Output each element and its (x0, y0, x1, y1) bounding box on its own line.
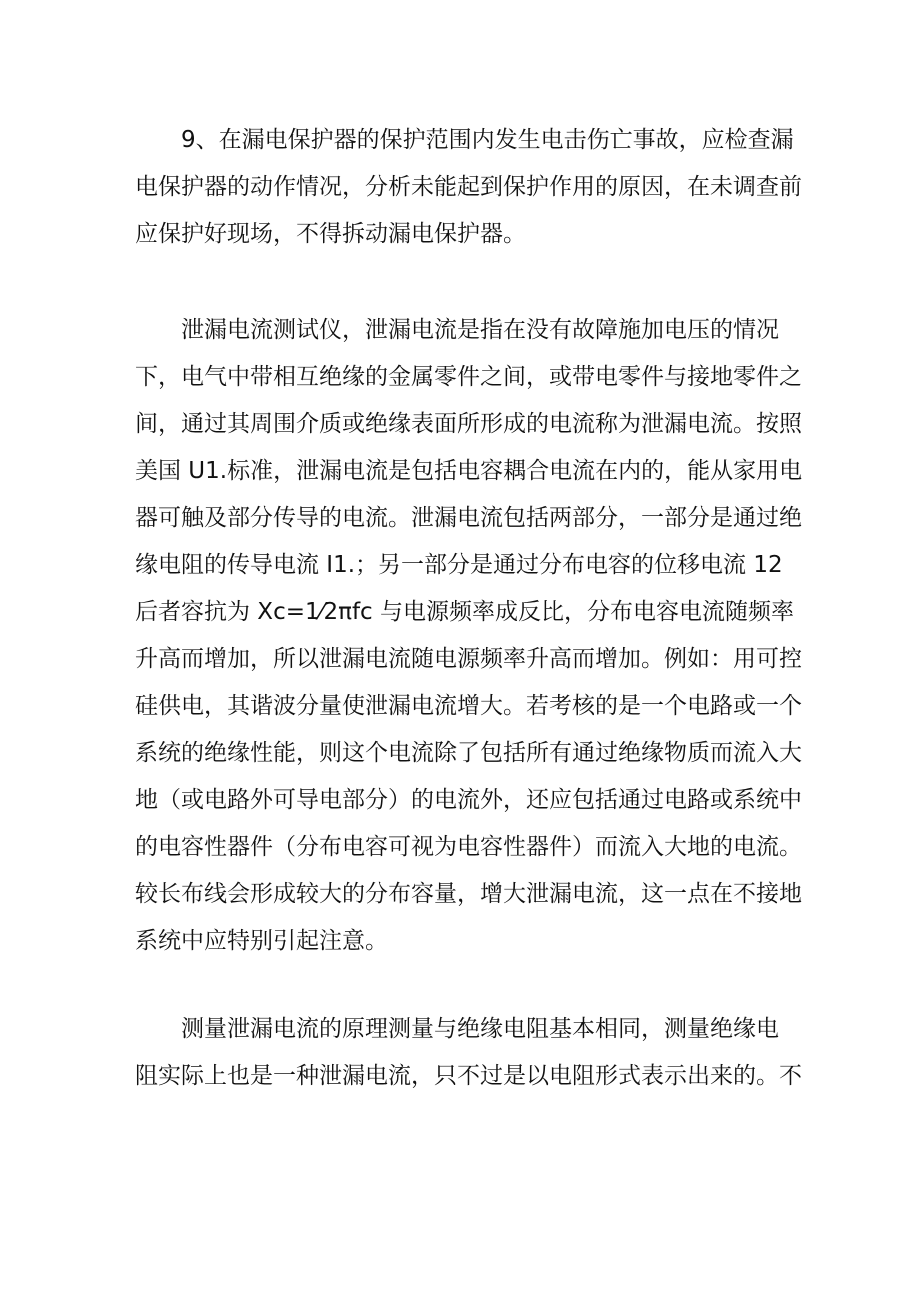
text-line: 系统的绝缘性能，则这个电流除了包括所有通过绝缘物质而流入大 (135, 740, 802, 766)
text-line: 9、在漏电保护器的保护范围内发生电击伤亡事故，应检查漏 (135, 127, 794, 153)
text-line: 后者容抗为 Xc=1⁄2πfc 与电源频率成反比，分布电容电流随频率 (135, 599, 794, 625)
text-line: 电保护器的动作情况，分析未能起到保护作用的原因，在未调查前 (135, 174, 802, 200)
text-line: 缘电阻的传导电流 I1.；另一部分是通过分布电容的位移电流 12 (135, 552, 783, 578)
text-line: 的电容性器件（分布电容可视为电容性器件）而流入大地的电流。 (135, 834, 802, 860)
text-line: 器可触及部分传导的电流。泄漏电流包括两部分，一部分是通过绝 (135, 505, 802, 531)
text-line: 硅供电，其谐波分量使泄漏电流增大。若考核的是一个电路或一个 (135, 693, 802, 719)
text-line: 系统中应特别引起注意。 (135, 928, 388, 954)
text-line: 较长布线会形成较大的分布容量，增大泄漏电流，这一点在不接地 (135, 881, 802, 907)
text-line: 阻实际上也是一种泄漏电流，只不过是以电阻形式表示出来的。不 (135, 1063, 802, 1089)
paragraph-leakage-protector-accident (135, 117, 815, 258)
text-line: 应保护好现场，不得拆动漏电保护器。 (135, 221, 526, 247)
text-line: 下，电气中带相互绝缘的金属零件之间，或带电零件与接地零件之 (135, 364, 802, 390)
text-line: 美国 U1.标准，泄漏电流是包括电容耦合电流在内的，能从家用电 (135, 458, 803, 484)
paragraph-leakage-current-tester (135, 307, 815, 965)
text-line: 泄漏电流测试仪，泄漏电流是指在没有故障施加电压的情况 (135, 317, 779, 343)
text-line: 测量泄漏电流的原理测量与绝缘电阻基本相同，测量绝缘电 (135, 1016, 779, 1042)
text-line: 间，通过其周围介质或绝缘表面所形成的电流称为泄漏电流。按照 (135, 411, 802, 437)
text-line: 地（或电路外可导电部分）的电流外，还应包括通过电路或系统中 (135, 787, 802, 813)
text-line: 升高而增加，所以泄漏电流随电源频率升高而增加。例如：用可控 (135, 646, 802, 672)
paragraph-leakage-measurement (135, 1006, 815, 1100)
